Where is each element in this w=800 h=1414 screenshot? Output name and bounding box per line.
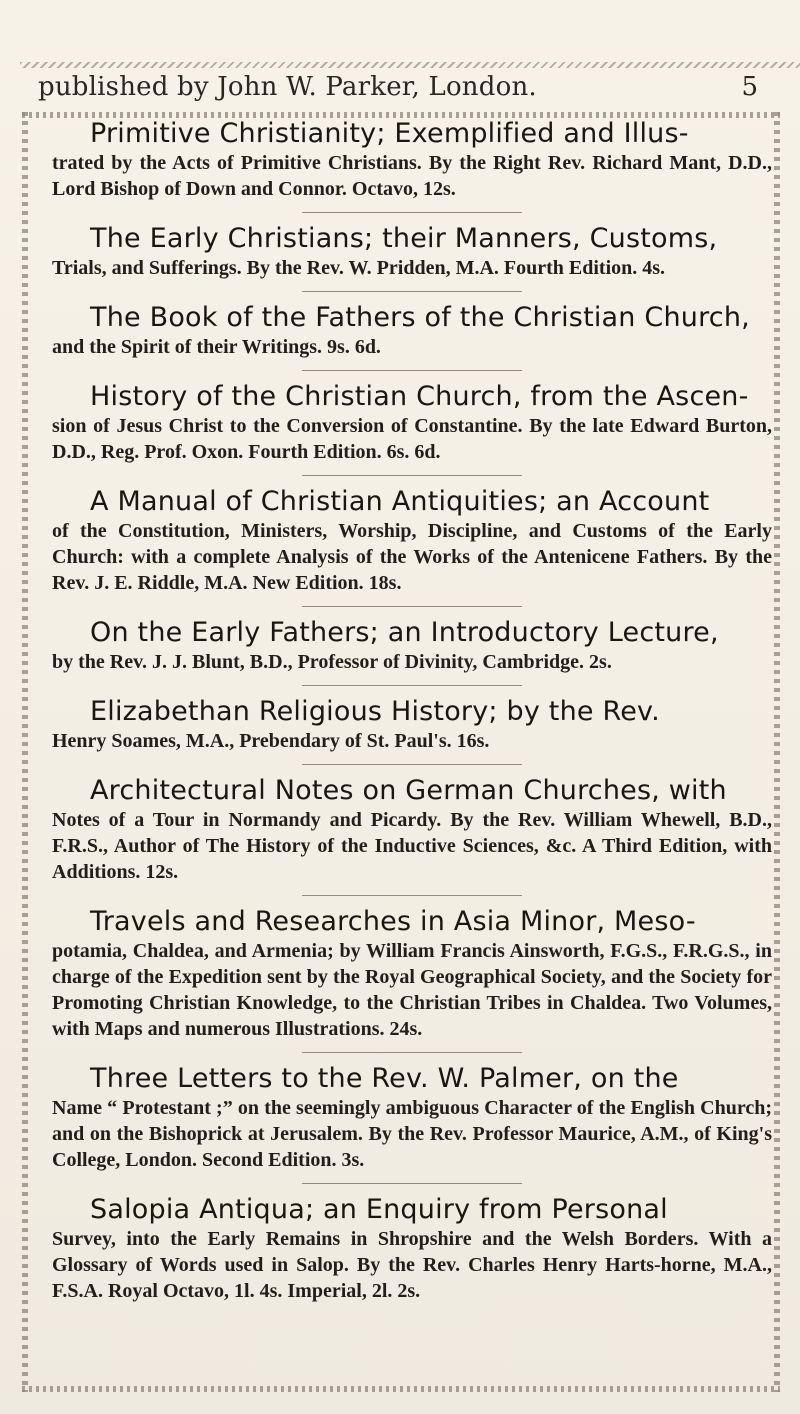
book-title: Salopia Antiqua; an Enquiry from Personal [90,1194,668,1225]
book-entry [52,486,772,596]
book-title: Three Letters to the Rev. W. Palmer, on the [90,1063,679,1094]
running-header [38,72,778,112]
book-entry [52,1194,772,1304]
book-title: The Book of the Fathers of the Christian Church, [90,302,750,333]
book-entry [52,617,772,675]
book-description: potamia, Chaldea, and Armenia; by William Francis Ainsworth, F.G.S., F.R.G.S., in charge of the Expedition sent by the Royal Geographical Society, and the Society for Promoting Christian Knowledge, to the Christian Tribes in Chaldea. Two Volumes, with Maps and numerous Illustrations. 24s. [52,940,772,1040]
book-entry [52,118,772,202]
entry-divider [302,606,522,607]
frame-right-border [774,112,780,1392]
entry-divider [302,370,522,371]
book-description: by the Rev. J. J. Blunt, B.D., Professor of Divinity, Cambridge. 2s. [52,651,612,673]
frame-bottom-border [22,1386,780,1392]
book-entry [52,906,772,1042]
book-title: Primitive Christianity; Exemplified and Illus- [90,118,689,149]
book-title: Travels and Researches in Asia Minor, Meso- [90,906,696,937]
publisher-line: published by John W. Parker, London. [38,72,537,102]
book-entry [52,302,772,360]
book-description: of the Constitution, Ministers, Worship, Discipline, and Customs of the Early Church: with a complete Analysis of the Works of the Antenicene Fathers. By the Rev. J. E. Riddle, M.A. New Edition. 18s. [52,520,772,594]
top-ornamental-border [20,62,800,68]
book-entry [52,696,772,754]
book-title: The Early Christians; their Manners, Customs, [90,223,718,254]
book-description: Name “ Protestant ;” on the seemingly ambiguous Character of the English Church; and on the Bishoprick at Jerusalem. By the Rev. Professor Maurice, A.M., of King's College, London. Second Edition. 3s. [52,1097,772,1171]
entry-divider [302,685,522,686]
entry-divider [302,895,522,896]
book-title: Elizabethan Religious History; by the Rev. [90,696,660,727]
entry-divider [302,475,522,476]
page-number: 5 [741,72,758,102]
book-entry [52,381,772,465]
book-title: A Manual of Christian Antiquities; an Account [90,486,710,517]
book-title: History of the Christian Church, from the Ascen- [90,381,749,412]
entry-divider [302,212,522,213]
entry-divider [302,1052,522,1053]
frame-left-border [22,112,28,1392]
book-entry [52,1063,772,1173]
book-description: Henry Soames, M.A., Prebendary of St. Paul's. 16s. [52,730,490,752]
book-description: trated by the Acts of Primitive Christians. By the Right Rev. Richard Mant, D.D., Lord Bishop of Down and Connor. Octavo, 12s. [52,152,772,200]
book-entry [52,223,772,281]
entry-divider [302,1183,522,1184]
book-title: Architectural Notes on German Churches, with [90,775,727,806]
entry-divider [302,291,522,292]
book-description: Notes of a Tour in Normandy and Picardy. By the Rev. William Whewell, B.D., F.R.S., Author of The History of the Inductive Sciences, &c. A Third Edition, with Additions. 12s. [52,809,772,883]
book-entry [52,775,772,885]
book-description: Trials, and Sufferings. By the Rev. W. Pridden, M.A. Fourth Edition. 4s. [52,257,666,279]
book-description: and the Spirit of their Writings. 9s. 6d. [52,336,381,358]
book-description: Survey, into the Early Remains in Shropshire and the Welsh Borders. With a Glossary of Words used in Salop. By the Rev. Charles Henry Harts-horne, M.A., F.S.A. Royal Octavo, 1l. 4s. Imperial, 2l. 2s. [52,1228,772,1302]
entry-divider [302,764,522,765]
book-description: sion of Jesus Christ to the Conversion of Constantine. By the late Edward Burton, D.D., Reg. Prof. Oxon. Fourth Edition. 6s. 6d. [52,415,772,463]
book-list [52,118,772,1304]
book-title: On the Early Fathers; an Introductory Lecture, [90,617,719,648]
